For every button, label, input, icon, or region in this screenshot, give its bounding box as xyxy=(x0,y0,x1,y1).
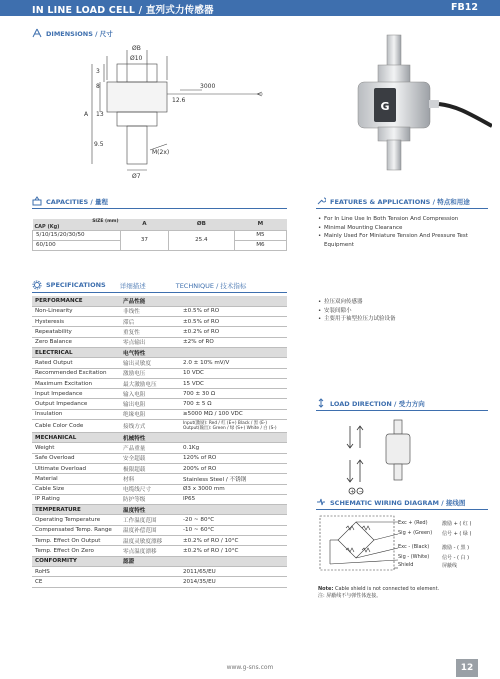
dim-8-label: 8 xyxy=(96,83,100,90)
wire-label: Exc - (Black) xyxy=(398,544,430,550)
spec-row xyxy=(32,484,287,494)
spec-value xyxy=(180,556,287,566)
wire-label: Sig - (White) xyxy=(398,554,430,560)
spec-value: 200% of RO xyxy=(180,463,287,473)
wire-label: Shield xyxy=(398,562,414,568)
dim-3000-label: 3000 xyxy=(200,83,216,90)
spec-name: Safe Overload xyxy=(32,453,120,463)
spec-name: TEMPERATURE xyxy=(32,505,120,515)
wire-label-cn: 激励 - ( 黑 ) xyxy=(442,545,470,551)
feature-cn-item: • 安装间隙小 xyxy=(318,307,490,316)
spec-value: ±0.5% of RO xyxy=(180,306,287,316)
spec-value: Ø3 x 3000 mm xyxy=(180,484,287,494)
cap-header-b: ØB xyxy=(168,219,234,230)
load-direction-diagram xyxy=(330,418,430,498)
product-code: FB12 xyxy=(451,2,478,13)
spec-name: Cable Color Code xyxy=(32,420,120,433)
load-direction-heading: LOAD DIRECTION / 受力方向 xyxy=(316,398,425,408)
spec-name: Rated Output xyxy=(32,358,120,368)
spec-name-cn: 零点输出 xyxy=(120,337,180,347)
spec-value xyxy=(180,347,287,357)
feature-item: • Mainly Used For Miniature Tension And Pressure Test Equipment xyxy=(318,232,490,249)
spec-row xyxy=(32,399,287,409)
load-direction-rule xyxy=(316,410,488,411)
dimensions-heading: DIMENSIONS / 尺寸 xyxy=(32,28,113,38)
cap-row: 5/10/15/20/30/50 37 25.4 M5 xyxy=(33,230,287,240)
spec-name: Non-Linearity xyxy=(32,306,120,316)
spec-name-cn: 滞后 xyxy=(120,317,180,327)
dim-m-label: M(2x) xyxy=(152,149,170,156)
spec-name: IP Rating xyxy=(32,494,120,504)
spec-name: Weight xyxy=(32,443,120,453)
spec-name-cn xyxy=(120,566,180,576)
spec-value: 15 VDC xyxy=(180,378,287,388)
feature-cn-item: • 拉压双向传感器 xyxy=(318,298,490,307)
gear-icon xyxy=(32,280,42,290)
cap-row: 60/100 M6 xyxy=(33,240,287,250)
spec-value: ±0.5% of RO xyxy=(180,317,287,327)
spec-name-cn: 温度灵敏度漂移 xyxy=(120,536,180,546)
spec-value: IP65 xyxy=(180,494,287,504)
feature-item: • Minimal Mounting Clearance xyxy=(318,224,490,233)
spec-name-cn xyxy=(120,577,180,587)
specifications-table xyxy=(32,296,287,588)
dim-3-label: 3 xyxy=(96,68,100,75)
spec-name-cn: 输入电阻 xyxy=(120,389,180,399)
specifications-heading: SPECIFICATIONS 详细描述 TECHNIQUE / 技术指标 xyxy=(32,280,246,290)
spec-value: ±0.2% of RO / 10°C xyxy=(180,546,287,556)
spec-row xyxy=(32,463,287,473)
spec-row xyxy=(32,409,287,419)
spec-row xyxy=(32,317,287,327)
spec-name-cn: 接线方式 xyxy=(120,420,180,433)
wiring-heading: SCHEMATIC WIRING DIAGRAM / 接线图 xyxy=(316,497,465,507)
spec-name: PERFORMANCE xyxy=(32,296,120,306)
spec-group-row xyxy=(32,505,287,515)
dim-7-label: Ø7 xyxy=(132,173,141,180)
dimensions-icon xyxy=(32,28,42,38)
spec-name-cn: 产品性能 xyxy=(120,296,180,306)
spec-name: Zero Balance xyxy=(32,337,120,347)
spec-row xyxy=(32,378,287,388)
spec-group-row xyxy=(32,433,287,443)
capacities-rule xyxy=(32,208,287,209)
cap-corner-header: SIZE (mm) CAP (Kg) xyxy=(34,219,119,230)
spec-group-row xyxy=(32,556,287,566)
page-title: IN LINE LOAD CELL / 直列式力传感器 xyxy=(32,5,214,16)
spec-row xyxy=(32,327,287,337)
spec-value: ±0.2% of RO / 10°C xyxy=(180,536,287,546)
spec-row xyxy=(32,368,287,378)
spec-name: Insulation xyxy=(32,409,120,419)
spec-value: ≥5000 MΩ / 100 VDC xyxy=(180,409,287,419)
svg-text:G: G xyxy=(380,100,390,113)
spec-group-row xyxy=(32,296,287,306)
specifications-rule xyxy=(32,292,287,293)
features-rule xyxy=(316,208,488,209)
spec-name: CONFORMITY xyxy=(32,556,120,566)
spec-name-cn: 输出电阻 xyxy=(120,399,180,409)
dim-9-5-label: 9.5 xyxy=(94,141,104,148)
features-heading: FEATURES & APPLICATIONS / 特点和用途 xyxy=(316,196,470,206)
spec-name: Compensated Temp. Range xyxy=(32,525,120,535)
spec-name: RoHS xyxy=(32,566,120,576)
spec-row xyxy=(32,515,287,525)
spec-name-cn: 防护等级 xyxy=(120,494,180,504)
wiring-icon xyxy=(316,497,326,507)
spec-name: MECHANICAL xyxy=(32,433,120,443)
capacities-icon xyxy=(32,196,42,206)
spec-value: ±0.2% of RO xyxy=(180,327,287,337)
spec-name-cn: 温度补偿范围 xyxy=(120,525,180,535)
spec-value: -10 ~ 60°C xyxy=(180,525,287,535)
spec-value: 700 ± 5 Ω xyxy=(180,399,287,409)
spec-row xyxy=(32,337,287,347)
spec-name-cn: 認證 xyxy=(120,556,180,566)
spec-name: Repeatability xyxy=(32,327,120,337)
spec-row xyxy=(32,420,287,433)
spec-row xyxy=(32,443,287,453)
cable-input-colors: Input(激励): Red / 红 (E+) Black / 黑 (E-) xyxy=(183,421,268,427)
spec-row xyxy=(32,453,287,463)
capacities-heading: CAPACITIES / 量程 xyxy=(32,196,108,206)
spec-name-cn: 输出灵敏度 xyxy=(120,358,180,368)
wire-label: Exc + (Red) xyxy=(398,520,428,526)
spec-row xyxy=(32,546,287,556)
spec-name: Temp. Effect On Zero xyxy=(32,546,120,556)
dimension-drawing xyxy=(32,42,282,182)
spec-row xyxy=(32,306,287,316)
spec-value: 10 VDC xyxy=(180,368,287,378)
spec-name-cn: 极限超载 xyxy=(120,463,180,473)
spec-name: Operating Temperature xyxy=(32,515,120,525)
dim-a-label: A xyxy=(84,111,89,118)
svg-text:−: − xyxy=(358,489,363,495)
spec-row xyxy=(32,494,287,504)
spec-name: Recommended Excitation xyxy=(32,368,120,378)
dim-13-label: 13 xyxy=(96,111,104,118)
spec-name: Material xyxy=(32,474,120,484)
wire-label-cn: 屏蔽线 xyxy=(442,563,458,569)
wire-label-cn: 信号 + ( 绿 ) xyxy=(442,531,472,537)
spec-row xyxy=(32,525,287,535)
spec-value: 700 ± 30 Ω xyxy=(180,389,287,399)
spec-value: 120% of RO xyxy=(180,453,287,463)
dim-b-label: ØB xyxy=(132,45,141,52)
dim-12-6-label: 12.6 xyxy=(172,97,186,104)
svg-text:+: + xyxy=(350,489,355,495)
spec-value xyxy=(180,420,287,433)
wire-label-cn: 激励 + ( 红 ) xyxy=(442,521,472,527)
spec-name-cn: 激励电压 xyxy=(120,368,180,378)
spec-row xyxy=(32,389,287,399)
spec-name: Cable Size xyxy=(32,484,120,494)
features-en-list xyxy=(318,215,490,249)
wrench-icon xyxy=(316,196,326,206)
cap-header-m: M xyxy=(234,219,286,230)
spec-value xyxy=(180,296,287,306)
spec-row xyxy=(32,536,287,546)
spec-name: Input Impedance xyxy=(32,389,120,399)
spec-value: 0.1Kg xyxy=(180,443,287,453)
spec-name: ELECTRICAL xyxy=(32,347,120,357)
spec-name-cn: 电气特性 xyxy=(120,347,180,357)
spec-name-cn: 产品重量 xyxy=(120,443,180,453)
features-cn-list xyxy=(318,298,490,324)
spec-name-cn: 温度特性 xyxy=(120,505,180,515)
spec-value: Stainless Steel / 不锈钢 xyxy=(180,474,287,484)
spec-row xyxy=(32,358,287,368)
spec-name: Output Impedance xyxy=(32,399,120,409)
dim-10-label: Ø10 xyxy=(130,55,143,62)
spec-name-cn: 机械特性 xyxy=(120,433,180,443)
product-photo xyxy=(312,30,492,180)
spec-name-cn: 非线性 xyxy=(120,306,180,316)
spec-name-cn: 电缆线尺寸 xyxy=(120,484,180,494)
spec-name-cn: 安全超载 xyxy=(120,453,180,463)
spec-value: 2014/35/EU xyxy=(180,577,287,587)
wiring-rule xyxy=(316,509,488,510)
spec-name: Maximum Excitation xyxy=(32,378,120,388)
spec-value: 2.0 ± 10% mV/V xyxy=(180,358,287,368)
spec-group-row xyxy=(32,347,287,357)
spec-name-cn: 工作温度范围 xyxy=(120,515,180,525)
spec-name: Temp. Effect On Output xyxy=(32,536,120,546)
spec-value: 2011/65/EU xyxy=(180,566,287,576)
spec-value xyxy=(180,433,287,443)
page-number: 12 xyxy=(456,659,478,677)
cable-note: Note: Cable shield is not connected to element. 注: 屏蔽线不与弹性体连接。 xyxy=(318,586,440,599)
spec-row xyxy=(32,577,287,587)
spec-name-cn: 重复性 xyxy=(120,327,180,337)
feature-cn-item: • 主要用于袖型拉压力试验设备 xyxy=(318,315,490,324)
wire-label: Sig + (Green) xyxy=(398,530,433,536)
spec-name: CE xyxy=(32,577,120,587)
spec-name-cn: 材料 xyxy=(120,474,180,484)
spec-name-cn: 最大激励电压 xyxy=(120,378,180,388)
spec-value: -20 ~ 80°C xyxy=(180,515,287,525)
cap-header-a: A xyxy=(121,219,169,230)
spec-name: Ultimate Overload xyxy=(32,463,120,473)
cable-output-colors: Output(输出): Green / 绿 (S+) White / 白 (S-) xyxy=(183,426,277,432)
wire-label-cn: 信号 - ( 白 ) xyxy=(442,555,470,561)
capacities-table xyxy=(32,219,287,251)
page-header xyxy=(0,0,500,16)
footer-url: www.g-sns.com xyxy=(226,664,274,671)
spec-name: Hysteresis xyxy=(32,317,120,327)
spec-name-cn: 绝缘电阻 xyxy=(120,409,180,419)
spec-name-cn: 零点温度漂移 xyxy=(120,546,180,556)
feature-item: • For In Line Use In Both Tension And Compression xyxy=(318,215,490,224)
spec-value: ±2% of RO xyxy=(180,337,287,347)
spec-row xyxy=(32,474,287,484)
spec-row xyxy=(32,566,287,576)
spec-value xyxy=(180,505,287,515)
arrows-icon xyxy=(316,398,326,408)
